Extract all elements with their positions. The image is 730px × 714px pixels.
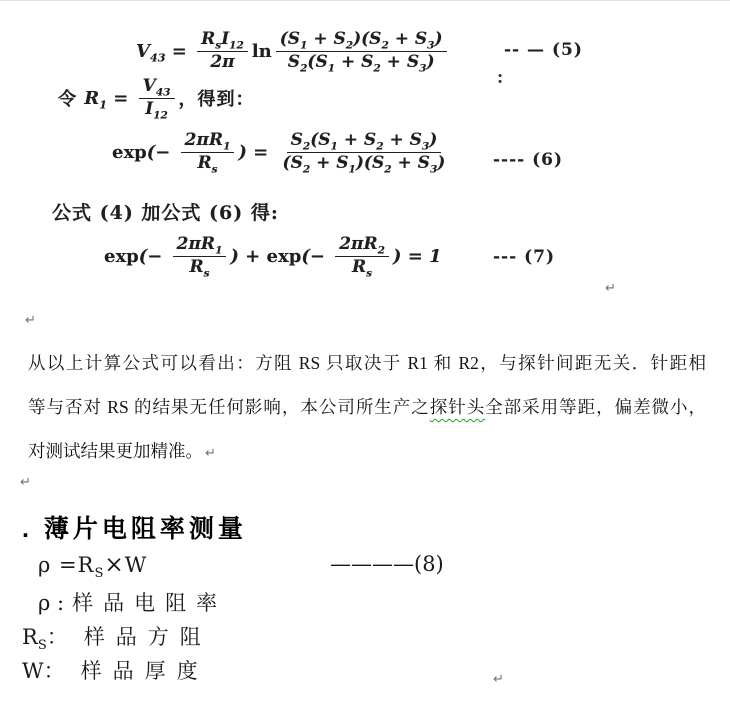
math-text: ) + — [230, 245, 267, 267]
fraction-numerator: $2\pi R_1$ — [181, 131, 235, 152]
body-paragraph — [28, 341, 706, 473]
multiply-sign: × — [104, 552, 125, 578]
fraction — [276, 29, 447, 74]
math-text: exp — [112, 141, 147, 163]
math-text: exp — [266, 245, 302, 267]
math-text: 公式 (4) 加公式 (6) 得: — [52, 201, 279, 224]
paragraph-line-3 — [28, 429, 706, 473]
definition-rs — [22, 621, 212, 654]
equation-8 — [38, 552, 148, 582]
math-text: (− — [146, 141, 177, 163]
rs-colon: ： — [46, 625, 68, 649]
formula-5-label: -- — (5) — [504, 40, 583, 60]
paragraph-line-1: 从以上计算公式可以看出：方阻 RS 只取决于 R1 和 R2，与探针间距无关．针距相 — [28, 353, 706, 373]
stray-colon-mark: : — [497, 67, 504, 88]
spellcheck-wavy-term: 探针头 — [429, 397, 486, 417]
math-text: (− — [138, 245, 169, 267]
fraction-denominator: $R_s$ — [197, 152, 218, 175]
paragraph-mark: ↵ — [205, 446, 216, 461]
fraction — [335, 234, 389, 279]
formula-sum-line — [52, 197, 279, 225]
fraction-numerator: $V_{43}$ — [139, 77, 175, 98]
formula-6 — [112, 127, 453, 177]
fraction — [279, 130, 450, 175]
math-text: ) = — [238, 141, 275, 163]
paragraph-line-2 — [28, 385, 706, 429]
definition-rs-text: 样品方阻 — [83, 625, 212, 649]
fraction-denominator: $R_s$ — [189, 256, 210, 279]
math-text: $R_1$ = — [84, 87, 135, 112]
definition-rho — [38, 587, 227, 617]
fraction-numerator: $2\pi R_1$ — [173, 235, 227, 256]
equation-8-tail: W — [124, 553, 148, 577]
definition-rho-text: 样品电阻率 — [72, 591, 228, 615]
w-symbol: W： — [22, 659, 65, 683]
paragraph-line-2-pre: 等与否对 RS 的结果无任何影响，本公司所生产之 — [28, 397, 430, 417]
define-r1-line — [58, 75, 255, 121]
math-text: 令 — [58, 89, 85, 110]
math-text: $V_{43}$ = — [136, 40, 194, 65]
fraction-denominator: $S_2(S_1 + S_2 + S_3)$ — [287, 51, 435, 74]
equation-8-mid: =R — [51, 553, 95, 577]
fraction-denominator: $R_s$ — [352, 256, 373, 279]
paragraph-mark: ↵ — [605, 281, 616, 296]
definition-w — [22, 655, 209, 685]
rho-symbol: ρ — [38, 553, 52, 577]
fraction — [197, 30, 248, 71]
math-text: ln — [251, 40, 272, 62]
fraction — [181, 130, 235, 175]
fraction-numerator: $2\pi R_2$ — [335, 235, 389, 256]
definition-w-text: 样品厚度 — [80, 659, 209, 683]
fraction — [139, 76, 175, 121]
paragraph-line-2-post: 全部采用等距，偏差微小， — [485, 397, 707, 417]
rs-subscript: S — [37, 638, 47, 654]
fraction-denominator: $I_{12}$ — [145, 98, 168, 121]
paragraph-line-3-text: 对测试结果更加精准。 — [28, 441, 203, 461]
rs-main: R — [22, 625, 38, 649]
fraction-numerator: $S_2(S_1 + S_2 + S_3)$ — [287, 131, 442, 152]
math-text: ，得到： — [178, 89, 255, 110]
rs-subscript: S — [94, 566, 105, 582]
rs-symbol — [22, 625, 68, 654]
section-heading: . 薄片电阻率测量 — [22, 515, 247, 543]
fraction-numerator: $(S_1 + S_2)(S_2 + S_3)$ — [276, 30, 447, 51]
formula-7-label: --- (7) — [493, 247, 556, 267]
math-text: ) = 1 — [392, 245, 442, 267]
paragraph-mark: ↵ — [493, 672, 504, 687]
formula-7 — [104, 233, 442, 279]
fraction-denominator: $(S_2 + S_1)(S_2 + S_3)$ — [282, 152, 446, 175]
rho-symbol: ρ : — [38, 591, 65, 615]
fraction — [173, 234, 227, 279]
equation-8-label: ————(8) — [330, 552, 444, 576]
formula-5 — [136, 27, 451, 75]
paragraph-mark: ↵ — [25, 313, 36, 328]
fraction-numerator: $R_sI_{12}$ — [197, 30, 248, 51]
math-text: exp — [104, 245, 139, 267]
fraction-denominator: 2π — [210, 51, 235, 72]
math-text: (− — [301, 245, 332, 267]
formula-6-label: ---- (6) — [493, 150, 564, 170]
paragraph-mark: ↵ — [20, 475, 31, 490]
